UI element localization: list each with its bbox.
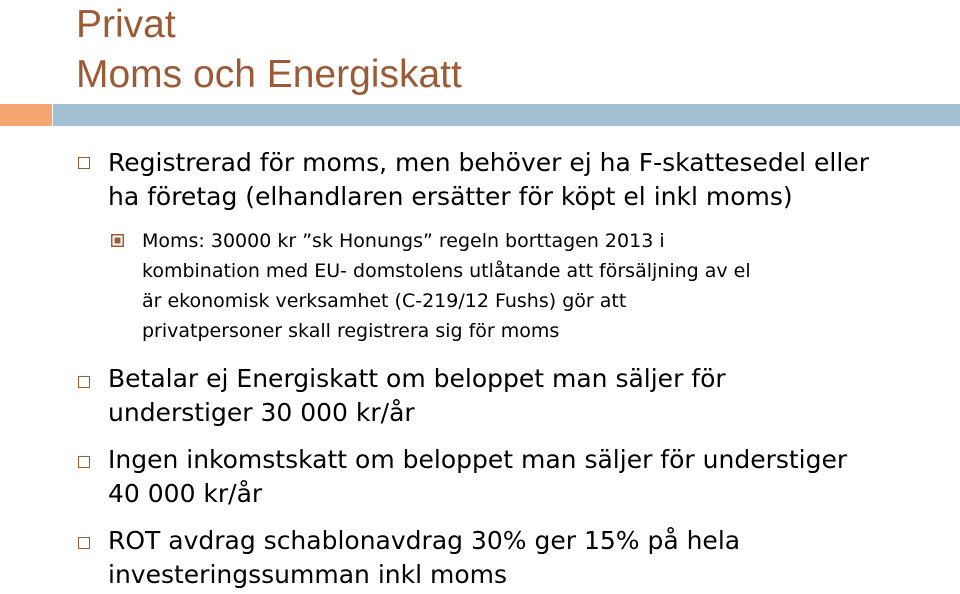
bullet-1 <box>108 146 869 214</box>
sub-bullet-line-1: Moms: 30000 kr ”sk Honungs” regeln borttagen 2013 i <box>142 230 665 252</box>
bullet-3-line-1: Ingen inkomstskatt om beloppet man säljer för understiger <box>108 445 848 474</box>
bullet-1-line-2: ha företag (elhandlaren ersätter för köpt el inkl moms) <box>108 182 793 211</box>
bullet-2-line-1: Betalar ej Energiskatt om beloppet man säljer för <box>108 364 726 393</box>
sub-bullet-line-3: är ekonomisk verksamhet (C-219/12 Fushs) gör att <box>142 290 627 312</box>
sub-bullet-line-2: kombination med EU- domstolens utlåtande att försäljning av el <box>142 260 751 282</box>
bullet-4 <box>108 524 740 592</box>
slide-title <box>76 0 462 100</box>
framed-square-bullet-icon <box>111 234 124 247</box>
bullet-4-line-1: ROT avdrag schablonavdrag 30% ger 15% på hela <box>108 526 741 555</box>
title-rule-bar <box>53 104 960 126</box>
hollow-square-bullet-icon <box>78 456 90 468</box>
bullet-2 <box>108 362 726 430</box>
hollow-square-bullet-icon <box>78 157 90 169</box>
title-line-2: Moms och Energiskatt <box>76 53 462 96</box>
title-line-1: Privat <box>76 3 176 46</box>
bullet-3 <box>108 443 847 511</box>
bullet-4-line-2: investeringssumman inkl moms <box>108 560 508 589</box>
bullet-1-line-1: Registrerad för moms, men behöver ej ha F-skattesedel eller <box>108 148 869 177</box>
hollow-square-bullet-icon <box>78 537 90 549</box>
bullet-2-line-2: understiger 30 000 kr/år <box>108 398 415 427</box>
bullet-3-line-2: 40 000 kr/år <box>108 479 263 508</box>
title-accent-bar <box>0 104 52 126</box>
hollow-square-bullet-icon <box>78 376 90 388</box>
sub-bullet-line-4: privatpersoner skall registrera sig för moms <box>142 320 560 342</box>
sub-bullet <box>142 226 751 346</box>
